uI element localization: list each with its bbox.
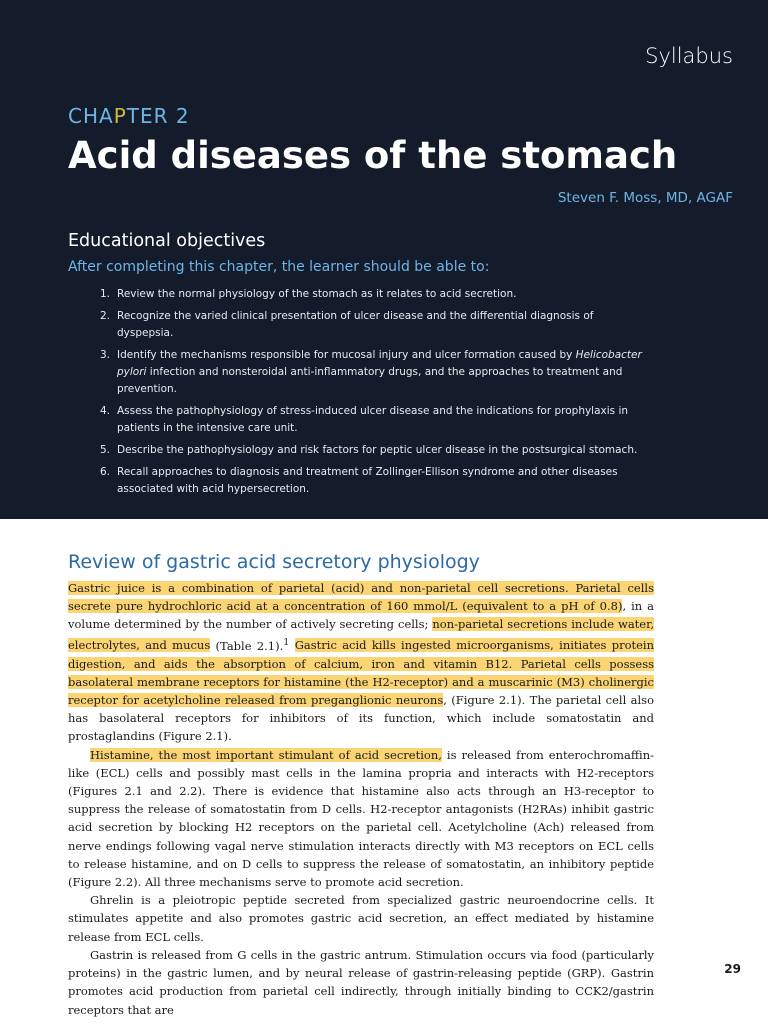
objective-text-b: infection and nonsteroidal anti-inflammatory drugs, and the approaches to treatment and prevention. bbox=[117, 366, 623, 395]
objective-number: 1. bbox=[100, 288, 111, 300]
chapter-title: Acid diseases of the stomach bbox=[68, 134, 678, 177]
objective-number: 4. bbox=[100, 405, 111, 417]
highlighted-text: non-parietal secretions include water, electrolytes, and mucus bbox=[68, 617, 654, 653]
objective-text: Recognize the varied clinical presentation of ulcer disease and the differential diagnosis of dyspepsia. bbox=[117, 310, 594, 339]
objective-item bbox=[100, 308, 645, 342]
paragraph-text bbox=[289, 638, 294, 652]
paragraph-3: Ghrelin is a pleiotropic peptide secreted from specialized gastric neuroendocrine cells. It stimulates appetite and also promotes gastric acid secretion, an effect mediated by histamine release from ECL cells. bbox=[68, 893, 654, 944]
objective-text: Review the normal physiology of the stomach as it relates to acid secretion. bbox=[117, 288, 517, 300]
objective-number: 5. bbox=[100, 444, 111, 456]
body-text bbox=[68, 579, 654, 1019]
objectives-intro: After completing this chapter, the learner should be able to: bbox=[68, 259, 490, 275]
objective-number: 6. bbox=[100, 466, 111, 478]
objectives-heading: Educational objectives bbox=[68, 231, 266, 251]
highlighted-text: Gastric acid kills ingested microorganisms, initiates protein digestion, and aids the absorption of calcium, iron and vitamin B12. Parietal cells possess basolateral membrane receptors for histamine (the H2-receptor) and a muscarinic (M3) cholinergic receptor for acetylcholine released from preganglionic neurons bbox=[68, 638, 655, 708]
objective-item bbox=[100, 442, 645, 459]
chapter-label-post: TER 2 bbox=[126, 104, 190, 128]
chapter-label-p: P bbox=[113, 104, 127, 128]
paragraph-text: , in a volume determined by the number of actively secreting cells; bbox=[68, 599, 654, 632]
objective-item bbox=[100, 464, 645, 498]
objective-text: Describe the pathophysiology and risk factors for peptic ulcer disease in the postsurgical stomach. bbox=[117, 444, 638, 456]
highlighted-text: Gastric juice is a combination of parietal (acid) and non-parietal cell secretions. Parietal cells secrete pure hydrochloric acid at a concentration of 160 mmol/L (equivalent to a pH of 0.8) bbox=[68, 581, 654, 614]
paragraph-1 bbox=[68, 579, 654, 746]
objective-text: Assess the pathophysiology of stress-induced ulcer disease and the indications for prophylaxis in patients in the intensive care unit. bbox=[117, 405, 629, 434]
paragraph-4: Gastrin is released from G cells in the gastric antrum. Stimulation occurs via food (particularly proteins) in the gastric lumen, and by neural release of gastrin-releasing peptide (GRP). Gastrin promotes acid production from parietal cell indirectly, through initially binding to CCK2/gastrin receptors that are bbox=[68, 947, 654, 1017]
objectives-list bbox=[100, 286, 645, 503]
author-name: Steven F. Moss, MD, AGAF bbox=[557, 190, 733, 206]
objective-item bbox=[100, 403, 645, 437]
reference-superscript: 1 bbox=[283, 636, 290, 648]
paragraph-text: , (Figure 2.1). The parietal cell also has basolateral receptors for inhibitors of its function, which include somatostatin and prostaglandins (Figure 2.1). bbox=[68, 693, 654, 744]
chapter-label-pre: CHA bbox=[68, 104, 114, 128]
objective-item bbox=[100, 286, 645, 303]
objective-number: 2. bbox=[100, 310, 111, 322]
objective-text-a: Identify the mechanisms responsible for mucosal injury and ulcer formation caused by bbox=[117, 349, 576, 361]
section-heading: Review of gastric acid secretory physiology bbox=[68, 551, 480, 573]
objective-item bbox=[100, 347, 645, 398]
paragraph-text: (Table 2.1). bbox=[210, 638, 284, 653]
highlighted-text: Histamine, the most important stimulant of acid secretion, bbox=[90, 747, 442, 762]
chapter-number bbox=[68, 104, 190, 128]
paragraph-2 bbox=[68, 746, 654, 892]
objective-number: 3. bbox=[100, 349, 111, 361]
objective-text-italic: Helicobacter pylori bbox=[117, 349, 642, 378]
page-number: 29 bbox=[724, 962, 741, 976]
objective-text: Recall approaches to diagnosis and treatment of Zollinger-Ellison syndrome and other diseases associated with acid hypersecretion. bbox=[117, 466, 618, 495]
syllabus-label: Syllabus bbox=[645, 44, 733, 68]
paragraph-text: is released from enterochromaffin-like (ECL) cells and possibly mast cells in the lamina propria and interacts with H2-receptors (Figures 2.1 and 2.2). There is evidence that histamine also acts through an H3-receptor to suppress the release of somatostatin from D cells. H2-receptor antagonists (H2RAs) inhibit gastric acid secretion by blocking H2 receptors on the parietal cell. Acetylcholine (Ach) released from nerve endings following vagal nerve stimulation interacts directly with M3 receptors on ECL cells to release histamine, and on D cells to suppress the release of somatostatin, an inhibitory peptide (Figure 2.2). All three mechanisms serve to promote acid secretion. bbox=[68, 747, 654, 890]
